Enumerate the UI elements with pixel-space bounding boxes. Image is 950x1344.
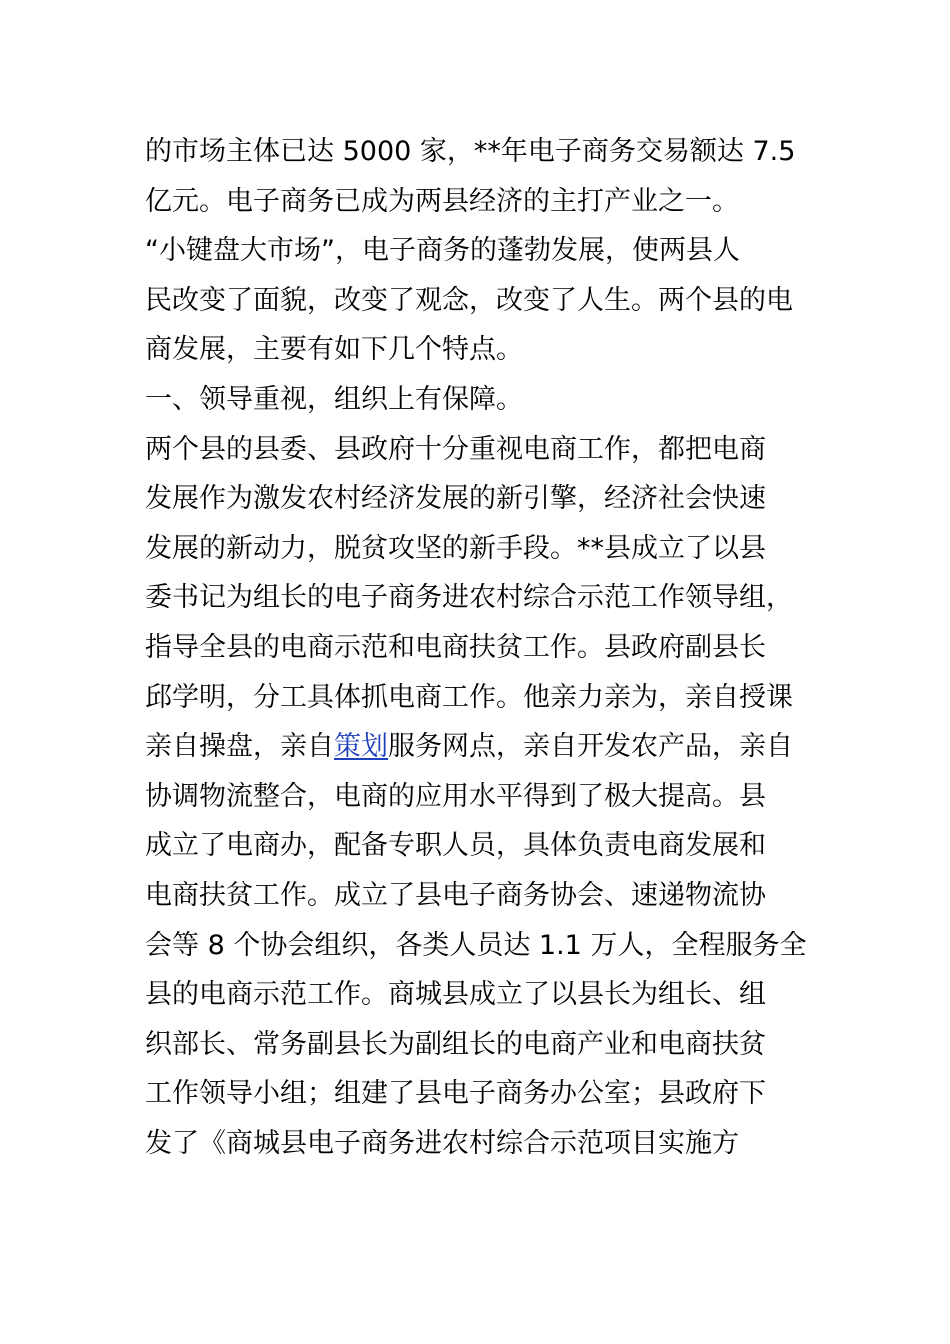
text-line: 发展作为激发农村经济发展的新引擎，经济社会快速 (145, 483, 766, 515)
text-line: 发展的新动力，脱贫攻坚的新手段。**县成立了以县 (145, 532, 766, 564)
section-heading: 一、领导重视，组织上有保障。 (145, 383, 523, 415)
text-line: 县的电商示范工作。商城县成立了以县长为组长、组 (145, 979, 766, 1011)
text-line: 亿元。电子商务已成为两县经济的主打产业之一。 (145, 185, 739, 217)
text-line: 商发展，主要有如下几个特点。 (145, 334, 523, 366)
text-line: 成立了电商办，配备专职人员，具体负责电商发展和 (145, 830, 766, 862)
text-line: 两个县的县委、县政府十分重视电商工作，都把电商 (145, 433, 766, 465)
text-line: “小键盘大市场”，电子商务的蓬勃发展，使两县人 (145, 235, 740, 267)
body-text (145, 127, 810, 1168)
text-line: 指导全县的电商示范和电商扶贫工作。县政府副县长 (145, 631, 766, 663)
text-line: 协调物流整合，电商的应用水平得到了极大提高。县 (145, 780, 766, 812)
text-segment: 服务网点，亲自开发农产品，亲自 (388, 731, 793, 763)
text-line-with-link (145, 722, 810, 772)
planning-link[interactable]: 策划 (334, 731, 388, 763)
text-line: 民改变了面貌，改变了观念，改变了人生。两个县的电 (145, 284, 793, 316)
text-line: 织部长、常务副县长为副组长的电商产业和电商扶贫 (145, 1028, 766, 1060)
text-line: 工作领导小组；组建了县电子商务办公室；县政府下 (145, 1078, 766, 1110)
text-line: 的市场主体已达 5000 家，**年电子商务交易额达 7.5 (145, 136, 796, 167)
text-line: 会等 8 个协会组织，各类人员达 1.1 万人，全程服务全 (145, 929, 807, 961)
text-line: 电商扶贫工作。成立了县电子商务协会、速递物流协 (145, 879, 766, 911)
text-line: 邱学明，分工具体抓电商工作。他亲力亲为，亲自授课 (145, 681, 793, 713)
text-line: 委书记为组长的电子商务进农村综合示范工作领导组， (145, 582, 793, 614)
text-line: 发了《商城县电子商务进农村综合示范项目实施方 (145, 1127, 739, 1159)
text-segment: 亲自操盘，亲自 (145, 731, 334, 763)
